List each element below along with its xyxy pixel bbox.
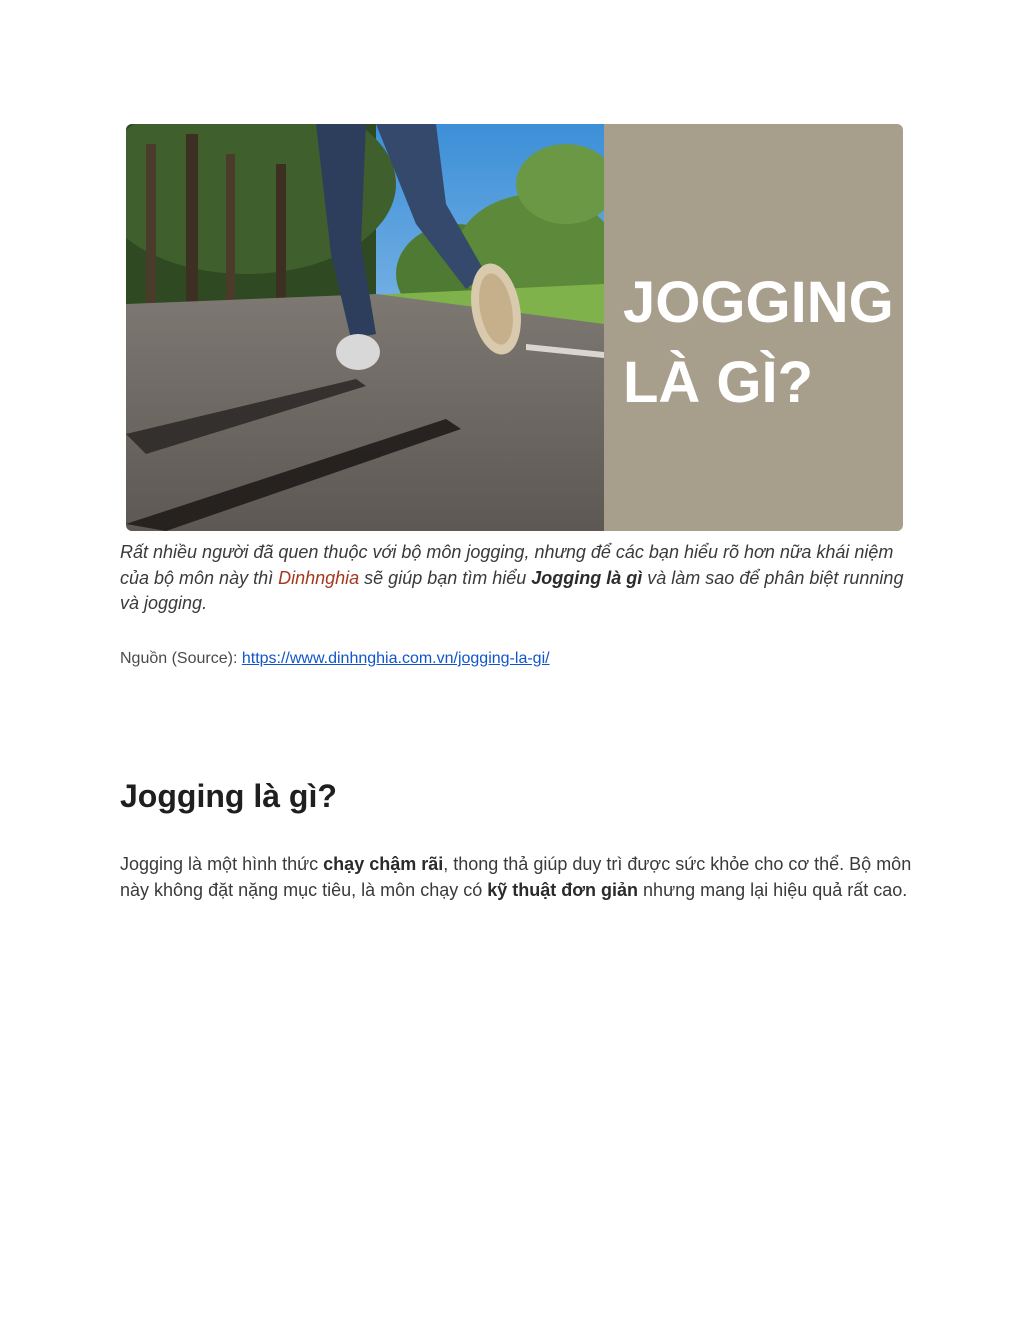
paragraph-text: Jogging là một hình thức (120, 854, 324, 874)
caption-text: và làm sao để phân biệt running và jogging. (120, 567, 904, 613)
caption-text: Rất nhiều người đã quen thuộc với bộ môn jogging, nhưng để các bạn hiểu rõ hơn nữa khái niệm của bộ môn này thì (120, 542, 894, 588)
caption-bold-term: Jogging là gì (531, 567, 643, 588)
hero-title-line2: LÀ GÌ? (623, 350, 814, 415)
source-line (120, 648, 910, 670)
bold-term: chạy chậm rãi (323, 854, 444, 874)
section-paragraph (120, 852, 920, 903)
hero-image (126, 124, 903, 531)
section-heading: Jogging là gì? (120, 778, 337, 814)
caption-text: sẽ giúp bạn tìm hiểu (359, 567, 532, 588)
bold-term: kỹ thuật đơn giản (487, 879, 639, 900)
source-label: Nguồn (Source): (120, 650, 242, 667)
paragraph-text: nhưng mang lại hiệu quả rất cao. (638, 879, 908, 900)
hero-title-line1: JOGGING (623, 270, 894, 335)
brand-name: Dinhnghia (278, 567, 360, 588)
source-link[interactable]: https://www.dinhnghia.com.vn/jogging-la-gi/ (241, 650, 550, 667)
jogging-illustration (126, 124, 903, 531)
image-caption (120, 540, 910, 617)
paragraph-text: , thong thả giúp duy trì được sức khỏe cho cơ thể. Bộ môn này không đặt nặng mục tiêu, là môn chạy có (120, 854, 912, 900)
